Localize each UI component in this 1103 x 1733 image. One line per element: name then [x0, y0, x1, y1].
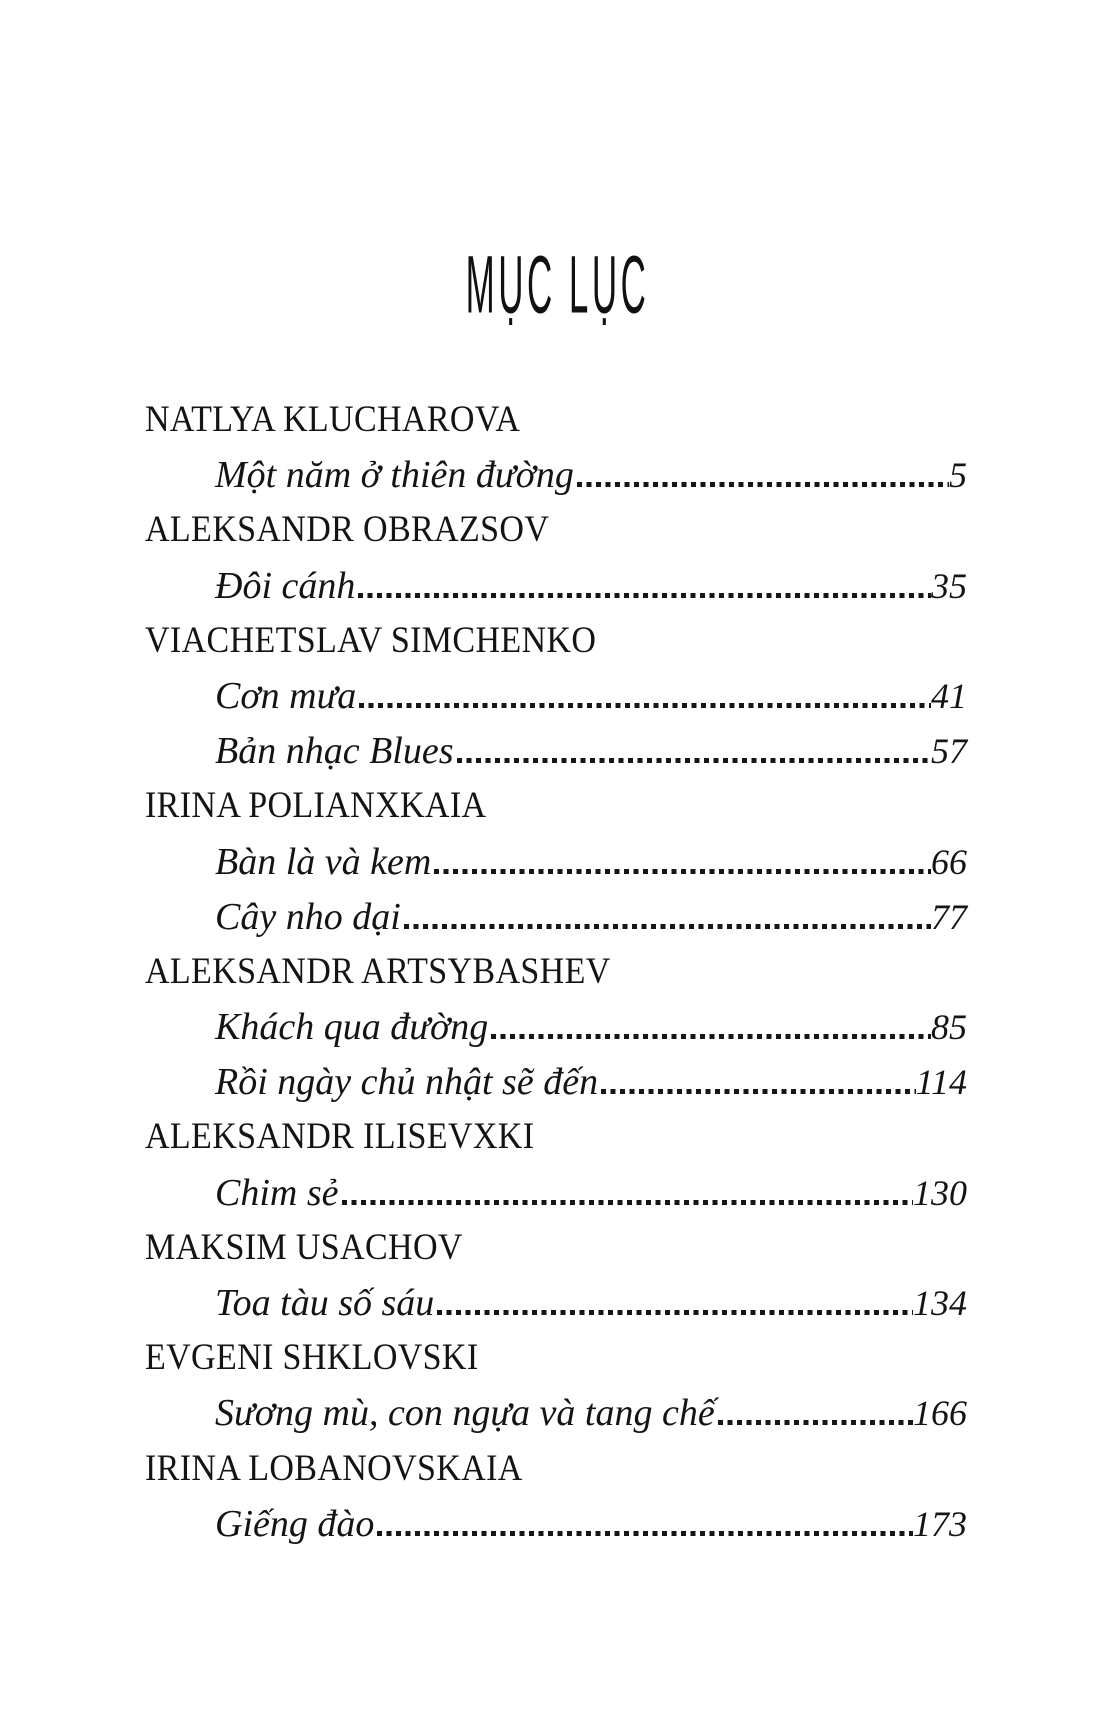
toc-entry-work	[145, 1502, 967, 1557]
toc-entry-work	[145, 1005, 967, 1060]
dotted-leader	[491, 1034, 931, 1039]
work-title: Bàn là và kem	[215, 840, 432, 883]
page-number: 130	[913, 1172, 967, 1213]
page-number: 41	[931, 675, 967, 716]
toc-entry-author	[145, 1115, 967, 1170]
page-number: 35	[931, 565, 967, 606]
author-name: IRINA POLIANXKAIA	[145, 785, 487, 827]
page-number: 57	[931, 731, 967, 772]
work-title: Một năm ở thiên đường	[215, 454, 574, 497]
work-title: Cơn mưa	[215, 674, 357, 717]
author-name: ALEKSANDR ARTSYBASHEV	[145, 950, 611, 992]
work-title: Sương mù, con ngựa và tang chế	[215, 1392, 715, 1435]
work-title: Chim sẻ	[215, 1171, 339, 1214]
toc-entry-author	[145, 619, 967, 674]
work-title: Đôi cánh	[215, 564, 356, 607]
dotted-leader	[718, 1420, 913, 1425]
page-number: 166	[913, 1393, 967, 1434]
page-number: 66	[931, 841, 967, 882]
toc-entry-author	[145, 1336, 967, 1391]
author-name: NATLYA KLUCHAROVA	[145, 399, 521, 440]
page-number: 85	[931, 1007, 967, 1048]
toc-entry-author	[145, 1447, 967, 1502]
author-name: ALEKSANDR ILISEVXKI	[145, 1116, 535, 1158]
dotted-leader	[342, 1200, 914, 1205]
work-title: Rồi ngày chủ nhật sẽ đến	[215, 1061, 599, 1104]
dotted-leader	[377, 1531, 913, 1536]
toc-entry-work	[145, 674, 967, 729]
dotted-leader	[437, 1310, 913, 1315]
page-number: 114	[915, 1062, 967, 1103]
toc-entry-author	[145, 398, 967, 453]
work-title: Giếng đào	[215, 1502, 375, 1545]
author-name: EVGENI SHKLOVSKI	[145, 1337, 479, 1379]
author-name: VIACHETSLAV SIMCHENKO	[145, 619, 597, 661]
author-name: IRINA LOBANOVSKAIA	[145, 1447, 523, 1489]
author-name: ALEKSANDR OBRAZSOV	[145, 509, 550, 551]
toc-entry-work	[145, 1391, 967, 1446]
toc-entry-author	[145, 784, 967, 839]
dotted-leader	[434, 869, 931, 874]
toc-entry-work	[145, 840, 967, 895]
toc-entries	[145, 398, 967, 1557]
toc-entry-work	[145, 729, 967, 784]
dotted-leader	[601, 1089, 916, 1094]
toc-entry-work	[145, 1281, 967, 1336]
toc-entry-work	[145, 564, 967, 619]
page-number: 134	[913, 1283, 967, 1323]
page-number: 173	[913, 1503, 967, 1544]
page-title: MỤC LỤC	[465, 239, 650, 331]
toc-entry-work	[145, 1171, 967, 1226]
toc-entry-author	[145, 508, 967, 563]
toc-entry-author	[145, 1226, 967, 1281]
toc-entry-work	[145, 453, 967, 508]
toc-entry-work	[145, 895, 967, 950]
page-number: 77	[931, 896, 967, 937]
dotted-leader	[457, 758, 931, 763]
dotted-leader	[358, 593, 931, 598]
work-title: Khách qua đường	[215, 1006, 489, 1049]
work-title: Toa tàu số sáu	[215, 1282, 435, 1324]
toc-entry-author	[145, 950, 967, 1005]
dotted-leader	[577, 482, 949, 487]
toc-entry-work	[145, 1060, 967, 1115]
page-number: 5	[949, 455, 967, 496]
dotted-leader	[359, 703, 931, 708]
dotted-leader	[404, 924, 931, 929]
work-title: Bản nhạc Blues	[215, 730, 454, 773]
work-title: Cây nho dại	[215, 895, 401, 938]
author-name: MAKSIM USACHOV	[145, 1226, 463, 1268]
